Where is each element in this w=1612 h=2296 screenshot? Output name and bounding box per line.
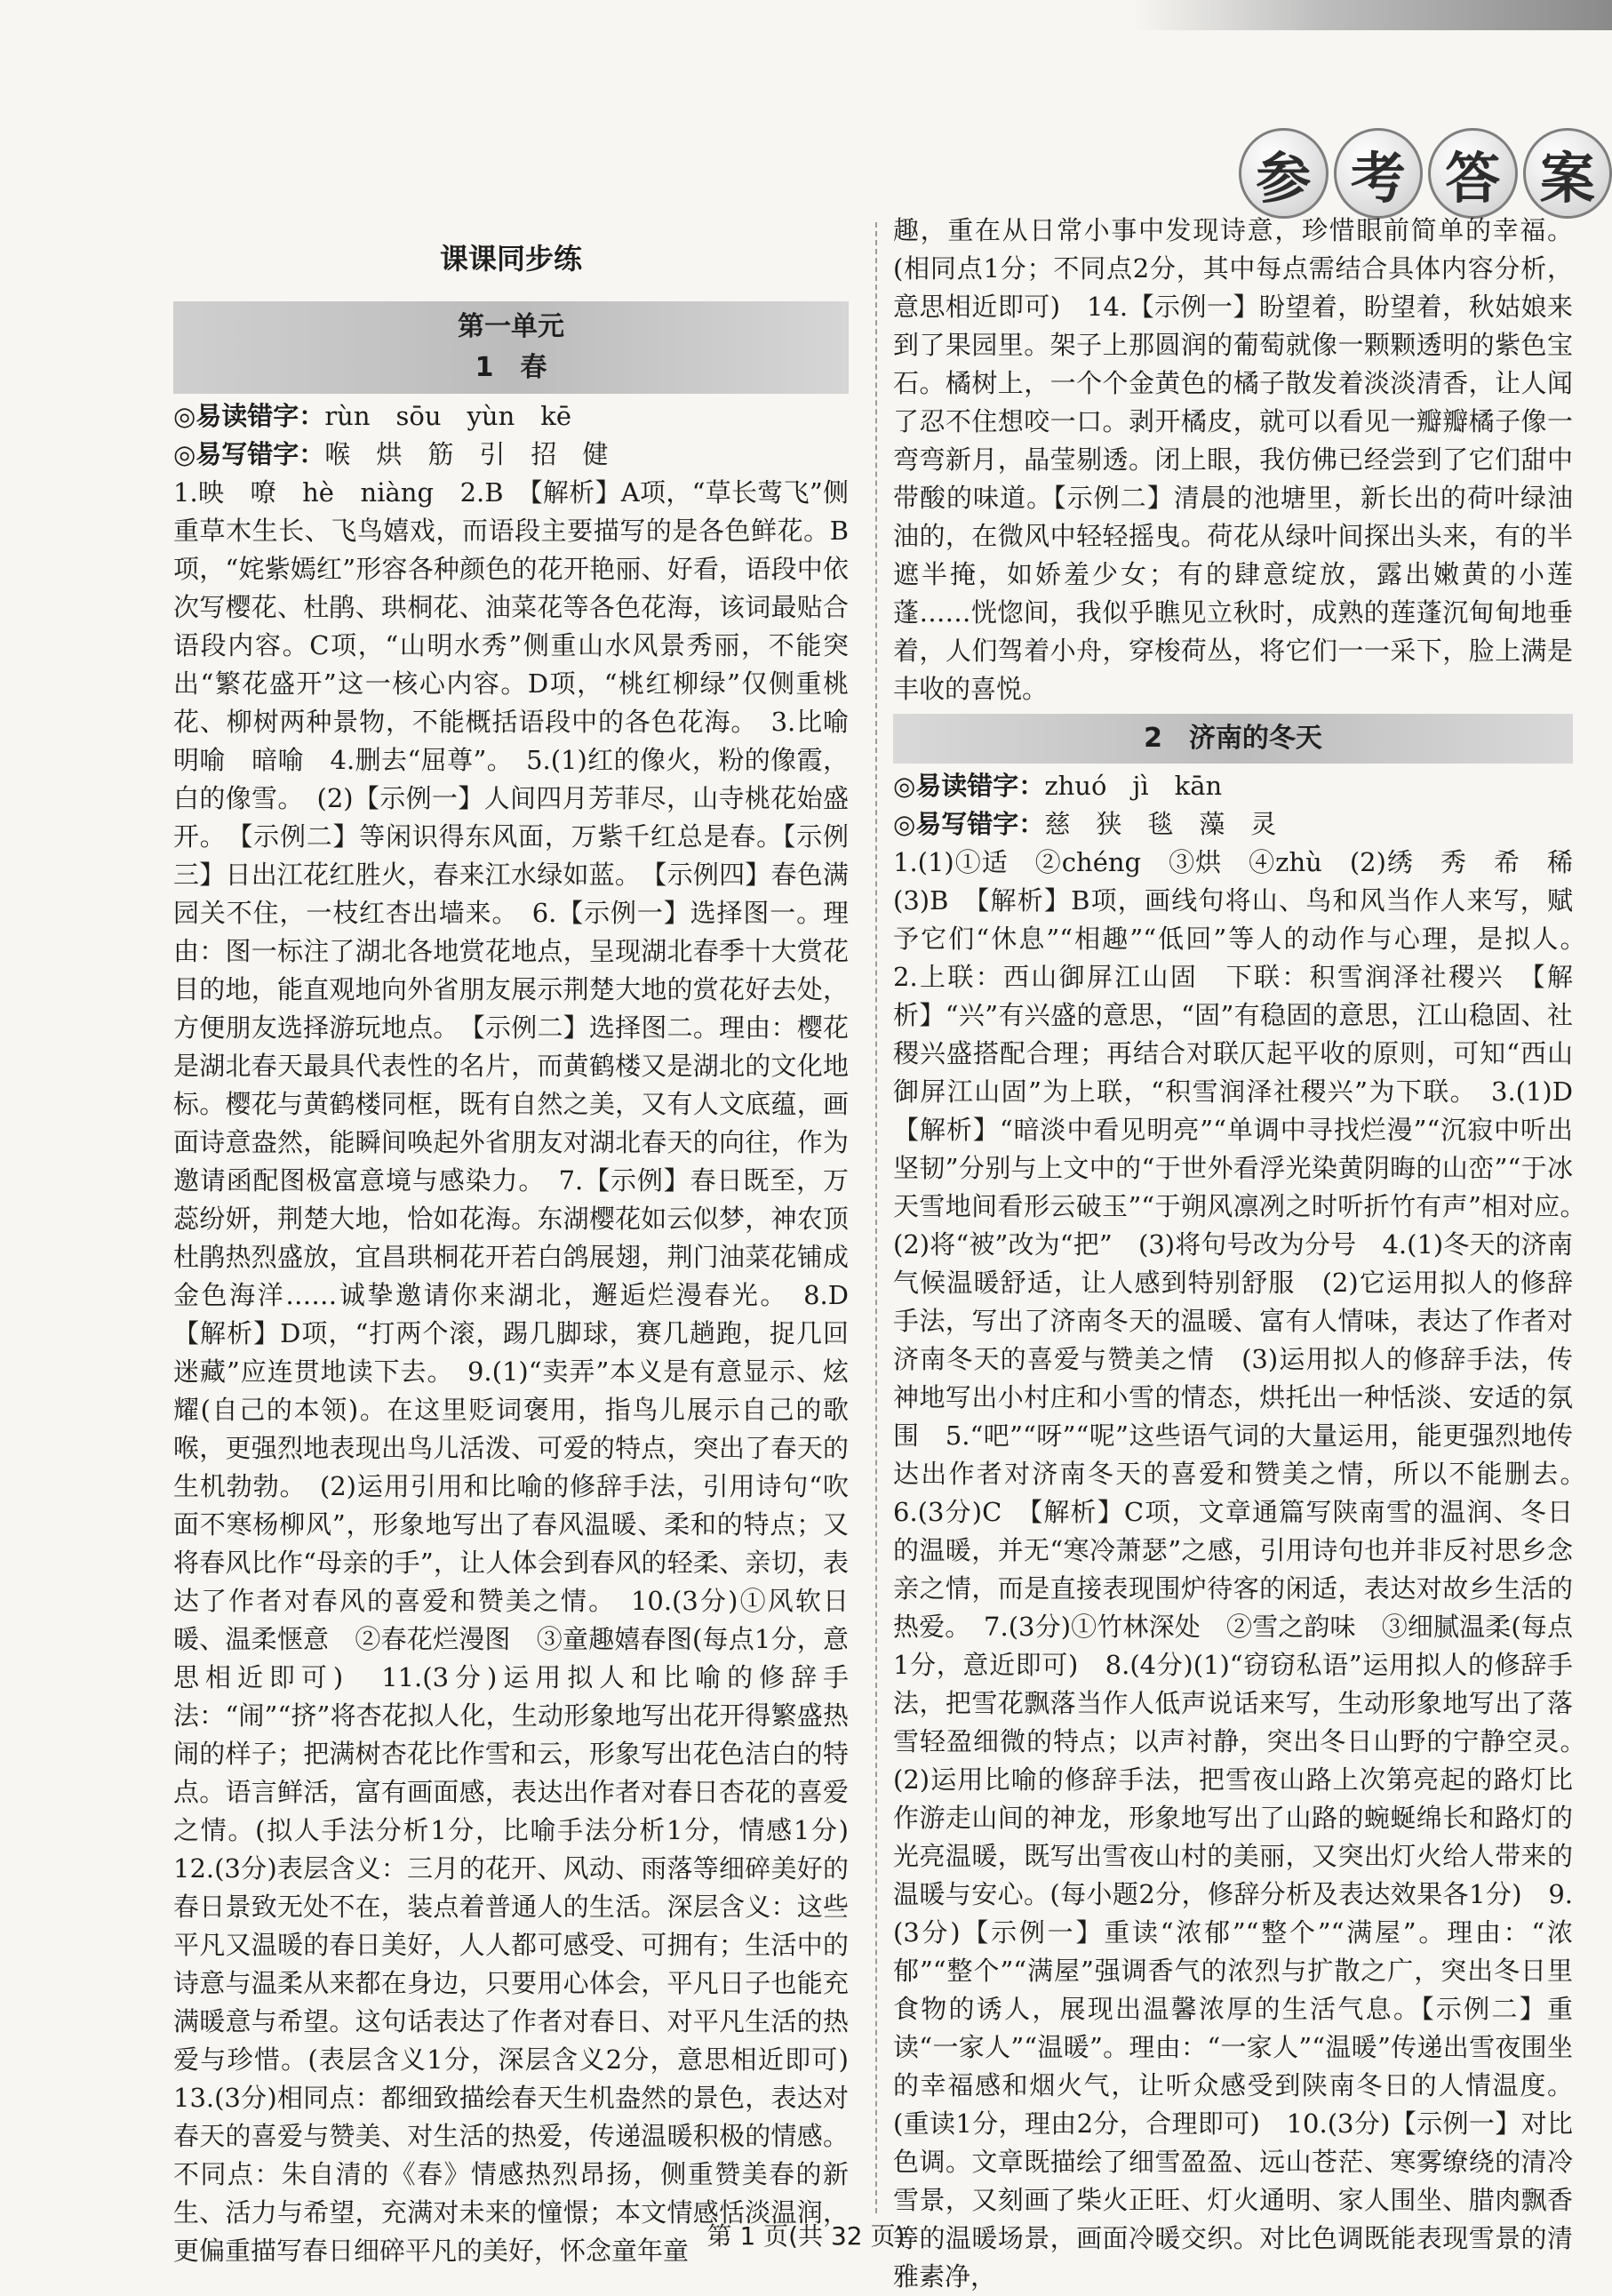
read-errors bbox=[173, 397, 849, 436]
page-number: 第 1 页(共 32 页) bbox=[0, 2217, 1612, 2252]
write-errors-2 bbox=[893, 805, 1573, 844]
banner-char-4: 案 bbox=[1523, 128, 1612, 219]
column-divider bbox=[875, 222, 877, 2213]
write-errors-label-2: ◎易写错字： bbox=[893, 809, 1044, 839]
answer-key-banner bbox=[1239, 124, 1612, 222]
lesson-title: 1 春 bbox=[173, 348, 849, 388]
header-decor-bar bbox=[1132, 0, 1612, 30]
unit-title: 第一单元 bbox=[173, 307, 849, 348]
lesson-title-2: 2 济南的冬天 bbox=[893, 714, 1573, 764]
read-errors-text: rùn sōu yùn kē bbox=[324, 401, 571, 431]
answers-body: 1.映 嘹 hè niàng 2.B 【解析】A项，“草长莺飞”侧重草木生长、飞鸟嬉戏，而语段主要描写的是各色鲜花。B项，“姹紫嫣红”形容各种颜色的花开艳丽、好看，语段中依次写樱花、杜鹃、珙桐花、油菜花等各色花海，该词最贴合语段内容。C项，“山明水秀”侧重山水风景秀丽，不能突出“繁花盛开”这一核心内容。D项，“桃红柳绿”仅侧重桃花、柳树两种景物，不能概括语段中的各色花海。 3.比喻 明喻 暗喻 4.删去“屈尊”。 5.(1)红的像火，粉的像霞，白的像雪。 (2)【示例一】人间四月芳菲尽，山寺桃花始盛开。 【示例二】等闲识得东风面，万紫千红总是春。【示例三】日出江花红胜火，春来江水绿如蓝。 【示例四】春色满园关不住，一枝红杏出墙来。 6.【示例一】选择图一。理由：图一标注了湖北各地赏花地点，呈现湖北春季十大赏花目的地，能直观地向外省朋友展示荆楚大地的赏花好去处，方便朋友选择游玩地点。 【示例二】选择图二。理由：樱花是湖北春天最具代表性的名片，而黄鹤楼又是湖北的文化地标。樱花与黄鹤楼同框，既有自然之美，又有人文底蕴，画面诗意盎然，能瞬间唤起外省朋友对湖北春天的向往，作为邀请函配图极富意境与感染力。 7.【示例】春日既至，万蕊纷妍，荆楚大地，恰如花海。东湖樱花如云似梦，神农顶杜鹃热烈盛放，宜昌珙桐花开若白鸽展翅，荆门油菜花铺成金色海洋……诚挚邀请你来湖北，邂逅烂漫春光。 8.D 【解析】D项，“打两个滚，踢几脚球，赛几趟跑，捉几回迷藏”应连贯地读下去。 9.(1)“卖弄”本义是有意显示、炫耀(自己的本领)。在这里贬词褒用，指鸟儿展示自己的歌喉，更强烈地表现出鸟儿活泼、可爱的特点，突出了春天的生机勃勃。 (2)运用引用和比喻的修辞手法，引用诗句“吹面不寒杨柳风”，形象地写出了春风温暖、柔和的特点；又将春风比作“母亲的手”，让人体会到春风的轻柔、亲切，表达了作者对春风的喜爱和赞美之情。 10.(3分)①风软日暖、温柔惬意 ②春花烂漫图 ③童趣嬉春图(每点1分，意思相近即可) 11.(3分)运用拟人和比喻的修辞手法：“闹”“挤”将杏花拟人化，生动形象地写出花开得繁盛热闹的样子；把满树杏花比作雪和云，形象写出花色洁白的特点。语言鲜活，富有画面感，表达出作者对春日杏花的喜爱之情。(拟人手法分析1分，比喻手法分析1分，情感1分) 12.(3分)表层含义：三月的花开、风动、雨落等细碎美好的春日景致无处不在，装点着普通人的生活。深层含义：这些平凡又温暖的春日美好，人人都可感受、可拥有；生活中的诗意与温柔从来都在身边，只要用心体会，平凡日子也能充满暖意与希望。这句话表达了作者对春日、对平凡生活的热爱与珍惜。(表层含义1分，深层含义2分，意思相近即可) 13.(3分)相同点：都细致描绘春天生机盎然的景色，表达对春天的喜爱与赞美、对生活的热爱，传递温暖积极的情感。不同点：朱自清的《春》情感热烈昂扬，侧重赞美春的新生、活力与希望，充满对未来的憧憬；本文情感恬淡温润，更偏重描写春日细碎平凡的美好，怀念童年童 bbox=[173, 474, 849, 2270]
answers-continued: 趣，重在从日常小事中发现诗意，珍惜眼前简单的幸福。(相同点1分；不同点2分，其中每点需结合具体内容分析，意思相近即可) 14.【示例一】盼望着，盼望着，秋姑娘来到了果园里。架子上那圆润的葡萄就像一颗颗透明的紫色宝石。橘树上，一个个金黄色的橘子散发着淡淡清香，让人闻了忍不住想咬一口。剥开橘皮，就可以看见一瓣瓣橘子像一弯弯新月，晶莹剔透。闭上眼，我仿佛已经尝到了它们甜中带酸的味道。【示例二】清晨的池塘里，新长出的荷叶绿油油的，在微风中轻轻摇曳。荷花从绿叶间探出头来，有的半遮半掩，如娇羞少女；有的肆意绽放，露出嫩黄的小莲蓬……恍惚间，我似乎瞧见立秋时，成熟的莲蓬沉甸甸地垂着，人们驾着小舟，穿梭荷丛，将它们一一采下，脸上满是丰收的喜悦。 bbox=[893, 212, 1573, 708]
banner-char-1: 参 bbox=[1239, 128, 1329, 219]
write-errors-text-2: 慈 狭 毯 藻 灵 bbox=[1044, 809, 1276, 839]
section-title: 课课同步练 bbox=[173, 240, 849, 278]
read-errors-label-2: ◎易读错字： bbox=[893, 771, 1044, 801]
read-errors-text-2: zhuó jì kān bbox=[1044, 771, 1222, 801]
answers-body-2: 1.(1)①适 ②chéng ③烘 ④zhù (2)绣 秀 希 稀 (3)B 【解析】B项，画线句将山、鸟和风当作人来写，赋予它们“休息”“相趣”“低回”等人的动作与心理，是拟人。 2.上联：西山御屏江山固 下联：积雪润泽社稷兴 【解析】“兴”有兴盛的意思，“固”有稳固的意思，江山稳固、社稷兴盛搭配合理；再结合对联仄起平收的原则，可知“西山御屏江山固”为上联，“积雪润泽社稷兴”为下联。 3.(1)D 【解析】“暗淡中看见明亮”“单调中寻找烂漫”“沉寂中听出坚韧”分别与上文中的“于世外看浮光染黄阴晦的山峦”“于冰天雪地间看形云破玉”“于朔风凛冽之时听折竹有声”相对应。 (2)将“被”改为“把” (3)将句号改为分号 4.(1)冬天的济南气候温暖舒适，让人感到特别舒服 (2)它运用拟人的修辞手法，写出了济南冬天的温暖、富有人情味，表达了作者对济南冬天的喜爱与赞美之情 (3)运用拟人的修辞手法，传神地写出小村庄和小雪的情态，烘托出一种恬淡、安适的氛围 5.“吧”“呀”“呢”这些语气词的大量运用，能更强烈地传达出作者对济南冬天的喜爱和赞美之情，所以不能删去。 6.(3分)C 【解析】C项，文章通篇写陕南雪的温润、冬日的温暖，并无“寒冷萧瑟”之感，引用诗句也并非反衬思乡念亲之情，而是直接表现围炉待客的闲适，表达对故乡生活的热爱。 7.(3分)①竹林深处 ②雪之韵味 ③细腻温柔(每点1分，意近即可) 8.(4分)(1)“窃窃私语”运用拟人的修辞手法，把雪花飘落当作人低声说话来写，生动形象地写出了落雪轻盈细微的特点；以声衬静，突出冬日山野的宁静空灵。 (2)运用比喻的修辞手法，把雪夜山路上次第亮起的路灯比作游走山间的神龙，形象地写出了山路的蜿蜒绵长和路灯的光亮温暖，既写出雪夜山村的美丽，又突出灯火给人带来的温暖与安心。(每小题2分，修辞分析及表达效果各1分) 9.(3分)【示例一】重读“浓郁”“整个”“满屋”。理由：“浓郁”“整个”“满屋”强调香气的浓烈与扩散之广，突出冬日里食物的诱人，展现出温馨浓厚的生活气息。【示例二】重读“一家人”“温暖”。理由：“一家人”“温暖”传递出雪夜围坐的幸福感和烟火气，让听众感受到陕南冬日的人情温度。(重读1分，理由2分，合理即可) 10.(3分)【示例一】对比色调。文章既描绘了细雪盈盈、远山苍茫、寒雾缭绕的清冷雪景，又刻画了柴火正旺、灯火通明、家人围坐、腊肉飘香等的温暖场景，画面冷暖交织。对比色调既能表现雪景的清雅素净， bbox=[893, 844, 1573, 2296]
banner-char-2: 考 bbox=[1334, 128, 1424, 219]
read-errors-label: ◎易读错字： bbox=[173, 401, 324, 431]
read-errors-2 bbox=[893, 767, 1573, 805]
right-column bbox=[893, 212, 1573, 2296]
write-errors bbox=[173, 436, 849, 474]
write-errors-text: 喉 烘 筋 引 招 健 bbox=[324, 439, 608, 469]
banner-char-3: 答 bbox=[1428, 128, 1518, 219]
write-errors-label: ◎易写错字： bbox=[173, 439, 324, 469]
unit-header bbox=[173, 301, 849, 394]
left-column bbox=[173, 231, 849, 2270]
